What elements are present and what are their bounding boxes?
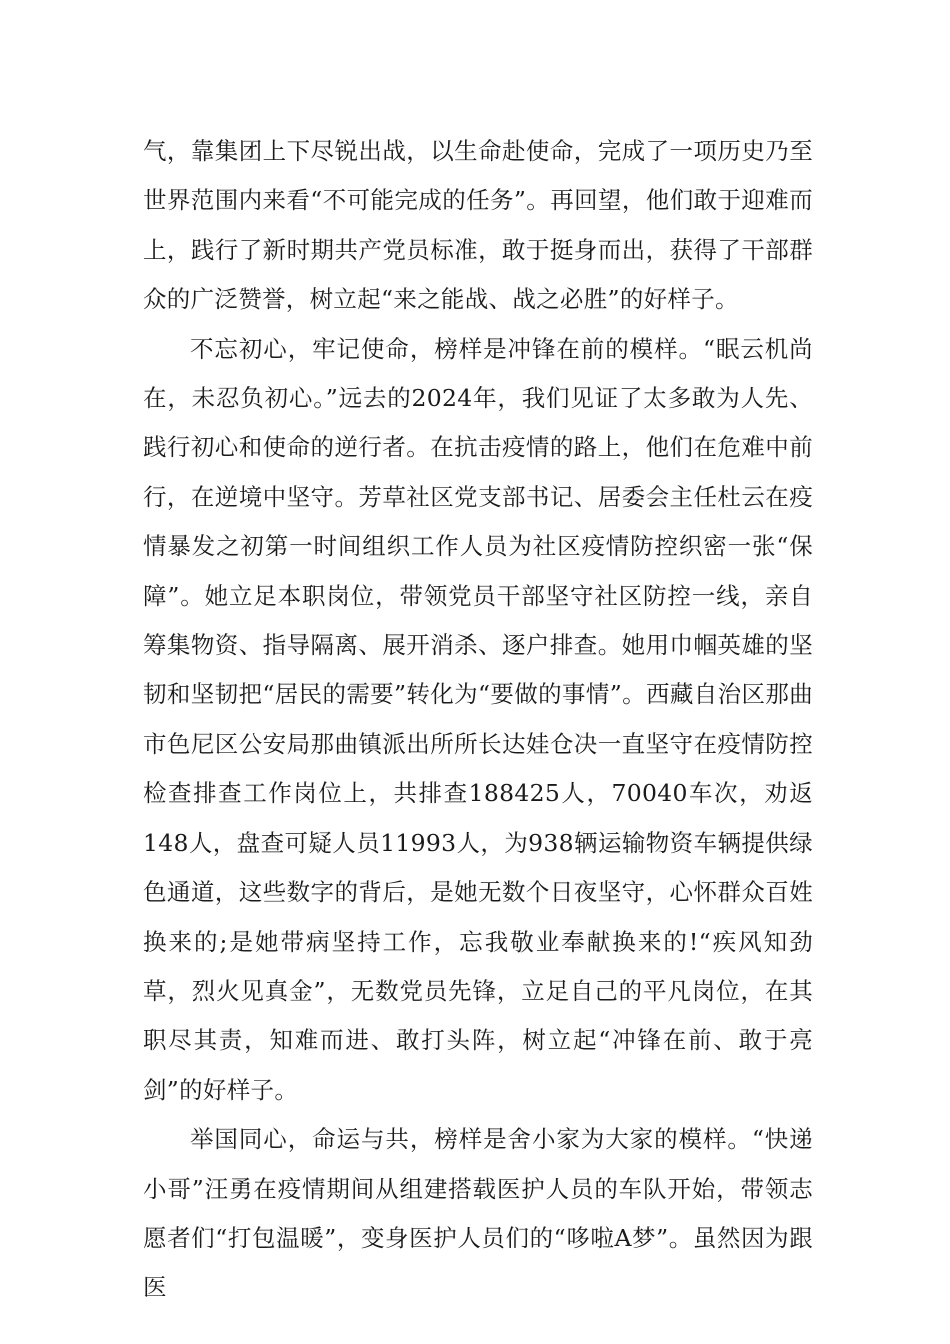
document-body	[143, 127, 813, 1313]
paragraph-continuation: 气，靠集团上下尽锐出战，以生命赴使命，完成了一项历史乃至世界范围内来看“不可能完成的任务”。再回望，他们敢于迎难而上，践行了新时期共产党员标准，敢于挺身而出，获得了干部群众的广泛赞誉，树立起“来之能战、战之必胜”的好样子。	[143, 137, 813, 314]
paragraph-initial-mission: 不忘初心，牢记使命，榜样是冲锋在前的模样。“眠云机尚在，未忍负初心。”远去的2024年，我们见证了太多敢为人先、践行初心和使命的逆行者。在抗击疫情的路上，他们在危难中前行，在逆境中坚守。芳草社区党支部书记、居委会主任杜云在疫情暴发之初第一时间组织工作人员为社区疫情防控织密一张“保障”。她立足本职岗位，带领党员干部坚守社区防控一线，亲自筹集物资、指导隔离、展开消杀、逐户排查。她用巾帼英雄的坚韧和坚韧把“居民的需要”转化为“要做的事情”。西藏自治区那曲市色尼区公安局那曲镇派出所所长达娃仓决一直坚守在疫情防控检查排查工作岗位上，共排查188425人，70040车次，劝返148人，盘查可疑人员11993人，为938辆运输物资车辆提供绿色通道，这些数字的背后，是她无数个日夜坚守，心怀群众百姓换来的;是她带病坚持工作，忘我敬业奉献换来的!“疾风知劲草，烈火见真金”，无数党员先锋，立足自己的平凡岗位，在其职尽其责，知难而进、敢打头阵，树立起“冲锋在前、敢于亮剑”的好样子。	[143, 334, 813, 1104]
paragraph-national-unity: 举国同心，命运与共，榜样是舍小家为大家的模样。“快递小哥”汪勇在疫情期间从组建搭载医护人员的车队开始，带领志愿者们“打包温暖”，变身医护人员们的“哆啦A梦”。虽然因为跟医	[143, 1125, 813, 1302]
